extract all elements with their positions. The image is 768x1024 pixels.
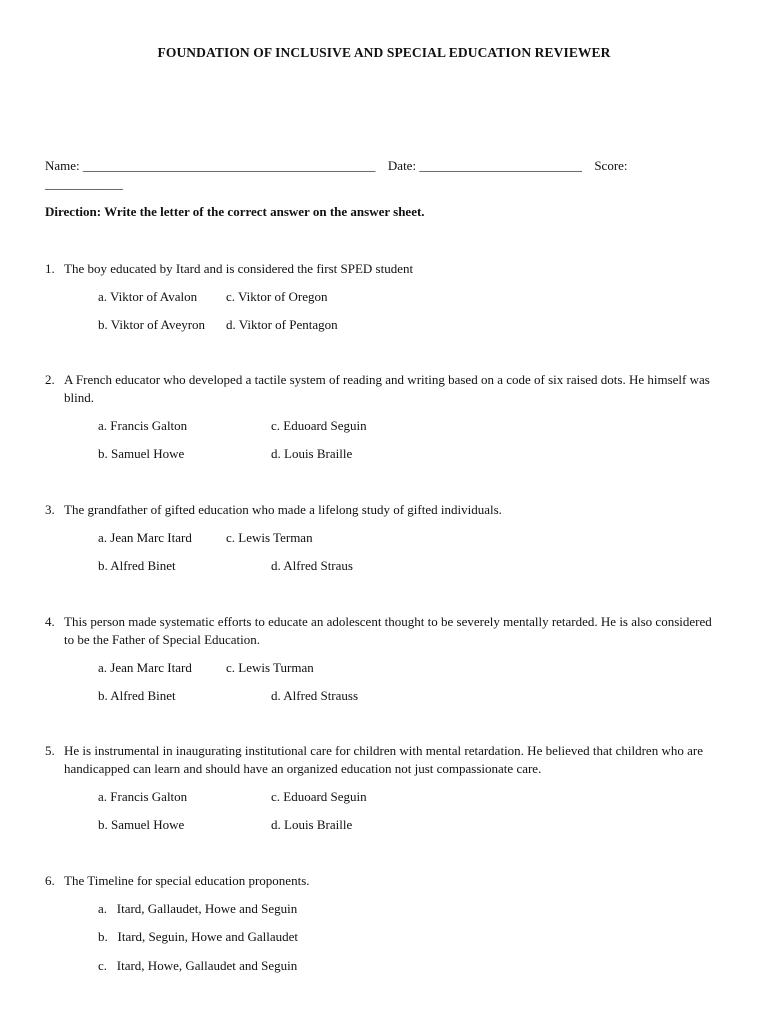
option-d: d. Alfred Strauss — [271, 688, 359, 703]
question-text: The Timeline for special education proponents. — [64, 873, 310, 888]
option-a: a. Jean Marc Itard — [98, 530, 192, 545]
score-blank: ____________ — [45, 176, 123, 191]
direction-text: Direction: Write the letter of the correct answer on the answer sheet. — [45, 204, 425, 219]
option-c: c. Viktor of Oregon — [226, 289, 328, 304]
option-c: c. Lewis Turman — [226, 660, 314, 675]
date-label: Date: — [387, 158, 417, 173]
question-number: 4. — [45, 614, 55, 629]
question-number: 1. — [45, 261, 55, 276]
option-a: a. Jean Marc Itard — [98, 660, 192, 675]
date-blank: _________________________ — [419, 158, 582, 173]
option-b: b. Alfred Binet — [98, 688, 176, 703]
score-label: Score: — [594, 158, 628, 173]
option-b: b. Alfred Binet — [98, 558, 176, 573]
option-d: d. Louis Braille — [271, 446, 353, 461]
question-number: 5. — [45, 743, 55, 758]
option-c: c. Eduoard Seguin — [271, 789, 367, 804]
option-a: a. Viktor of Avalon — [98, 289, 198, 304]
question-text: The boy educated by Itard and is considered the first SPED student — [64, 261, 414, 276]
option-b: b. Samuel Howe — [98, 446, 185, 461]
name-label: Name: — [45, 158, 80, 173]
option-a: a. Itard, Gallaudet, Howe and Seguin — [98, 901, 298, 916]
student-info-line — [45, 157, 735, 193]
option-b: b. Itard, Seguin, Howe and Gallaudet — [98, 929, 299, 944]
option-d: d. Alfred Straus — [271, 558, 353, 573]
question-text: A French educator who developed a tactile system of reading and writing based on a code of six raised dots. He himself was blind. — [64, 372, 710, 405]
question-number: 3. — [45, 502, 55, 517]
option-c: c. Eduoard Seguin — [271, 418, 367, 433]
question-number: 6. — [45, 873, 55, 888]
question-text: He is instrumental in inaugurating institutional care for children with mental retardation. He believed that children who are handicapped can learn and should have an organized education not just compassionate care. — [64, 743, 703, 776]
option-c: c. Lewis Terman — [226, 530, 313, 545]
question-text: This person made systematic efforts to educate an adolescent thought to be severely mentally retarded. He is also considered to be the Father of Special Education. — [64, 614, 712, 647]
option-d: d. Viktor of Pentagon — [226, 317, 338, 332]
name-blank: _____________________________________________ — [82, 158, 376, 173]
question-text: The grandfather of gifted education who made a lifelong study of gifted individuals. — [64, 502, 502, 517]
option-a: a. Francis Galton — [98, 789, 188, 804]
option-b: b. Samuel Howe — [98, 817, 185, 832]
option-c: c. Itard, Howe, Gallaudet and Seguin — [98, 958, 298, 973]
option-d: d. Louis Braille — [271, 817, 353, 832]
document-title: FOUNDATION OF INCLUSIVE AND SPECIAL EDUCATION REVIEWER — [157, 45, 611, 60]
question-number: 2. — [45, 372, 55, 387]
option-b: b. Viktor of Aveyron — [98, 317, 206, 332]
option-a: a. Francis Galton — [98, 418, 188, 433]
